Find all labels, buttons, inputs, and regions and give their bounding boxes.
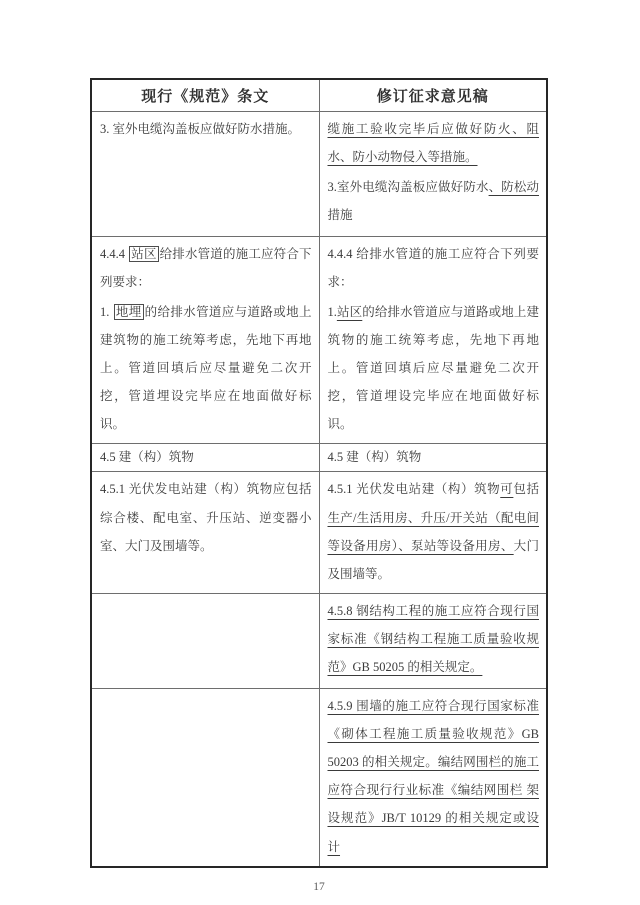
revision-underlined-text: 可 <box>500 482 514 497</box>
revision-underlined-text: 缆施工验收完毕后应做好防火、阻水、防小动物侵入等措施。 <box>327 121 539 164</box>
revision-underlined-text: 4.5.8 钢结构工程的施工应符合现行国家标准《钢结构工程施工质量验收规范》GB 50205 的相关规定。 <box>327 603 539 675</box>
header-row <box>91 79 547 111</box>
text-segment: 的给排水管道应与道路或地上建筑物的施工统筹考虑，先地下再地上。管道回填后应尽量避免二次开挖，管道埋设完毕应在地面做好标识。 <box>327 304 539 432</box>
table-header <box>91 79 547 111</box>
cell-current-provision <box>91 472 319 594</box>
revision-underlined-text: 生产/生活用房、升压/开关站（配电间等设备用房）、泵站等设备用房、 <box>327 510 539 553</box>
paragraph <box>328 475 540 588</box>
text-segment: 3.室外电缆沟盖板应做好防水 <box>327 179 489 194</box>
paragraph <box>328 692 540 861</box>
cell-current-provision <box>91 111 319 236</box>
text-segment: 给排水管道的施工应符合下列要求： <box>100 246 312 289</box>
table-row <box>91 236 547 444</box>
cell-revised-draft <box>319 688 547 866</box>
cell-revised-draft <box>319 593 547 688</box>
cell-revised-draft <box>319 111 547 236</box>
text-segment: 4.5.1 光伏发电站建（构）筑物应包括综合楼、配电室、升压站、逆变器小室、大门及围墙等。 <box>100 482 312 553</box>
column-header-current: 现行《规范》条文 <box>91 79 319 111</box>
revision-boxed-term: 站区 <box>131 246 157 261</box>
cell-current-provision <box>91 236 319 444</box>
comparison-table <box>90 78 548 868</box>
table-body <box>91 111 547 867</box>
document-content <box>90 78 548 893</box>
cell-revised-draft <box>319 444 547 472</box>
text-segment: 3. 室外电缆沟盖板应做好防水措施。 <box>100 121 301 136</box>
paragraph <box>100 115 312 143</box>
revision-boxed-term: 地埋 <box>115 304 142 319</box>
text-segment: 大门及围墙等。 <box>327 538 539 581</box>
revision-underlined-text: 站区 <box>336 304 363 319</box>
text-segment: 1. <box>327 304 337 319</box>
paragraph <box>328 298 540 439</box>
paragraph <box>328 597 540 681</box>
page-number: 17 <box>313 880 325 893</box>
table-row <box>91 688 547 866</box>
text-segment: 1. <box>100 304 113 319</box>
text-segment: 包括 <box>513 482 539 497</box>
text-segment: 的给排水管道应与道路或地上建筑物的施工统筹考虑，先地下再地上。管道回填后应尽量避免二次开挖，管道埋设完毕应在地面做好标识。 <box>100 304 312 432</box>
text-segment: 措施 <box>327 207 353 222</box>
table-row <box>91 593 547 688</box>
paragraph <box>328 240 540 296</box>
text-segment: 4.5.1 光伏发电站建（构）筑物 <box>327 482 501 497</box>
revision-underlined-text: 、防松动 <box>488 179 539 194</box>
paragraph <box>100 475 312 559</box>
text-segment: 4.5 建（构）筑物 <box>327 450 422 465</box>
cell-current-provision <box>91 444 319 472</box>
table-row <box>91 111 547 236</box>
cell-revised-draft <box>319 472 547 594</box>
cell-current-provision <box>91 593 319 688</box>
table-row <box>91 472 547 594</box>
table-row <box>91 444 547 472</box>
text-segment: 4.4.4 <box>100 246 129 261</box>
text-segment: 4.5 建（构）筑物 <box>100 450 194 465</box>
paragraph <box>100 298 312 439</box>
paragraph <box>328 448 540 466</box>
paragraph <box>100 240 312 296</box>
cell-revised-draft <box>319 236 547 444</box>
paragraph <box>100 448 312 466</box>
column-header-revised: 修订征求意见稿 <box>319 79 547 111</box>
revision-underlined-text: 4.5.9 围墙的施工应符合现行国家标准《砌体工程施工质量验收规范》GB 50203 的相关规定。编结网围栏的施工应符合现行行业标准《编结网围栏 架设规范》JB/T 10129 的相关规定或设计 <box>327 698 539 854</box>
cell-current-provision <box>91 688 319 866</box>
paragraph <box>328 173 540 229</box>
text-segment: 4.4.4 给排水管道的施工应符合下列要求： <box>327 246 539 289</box>
paragraph <box>328 115 540 171</box>
